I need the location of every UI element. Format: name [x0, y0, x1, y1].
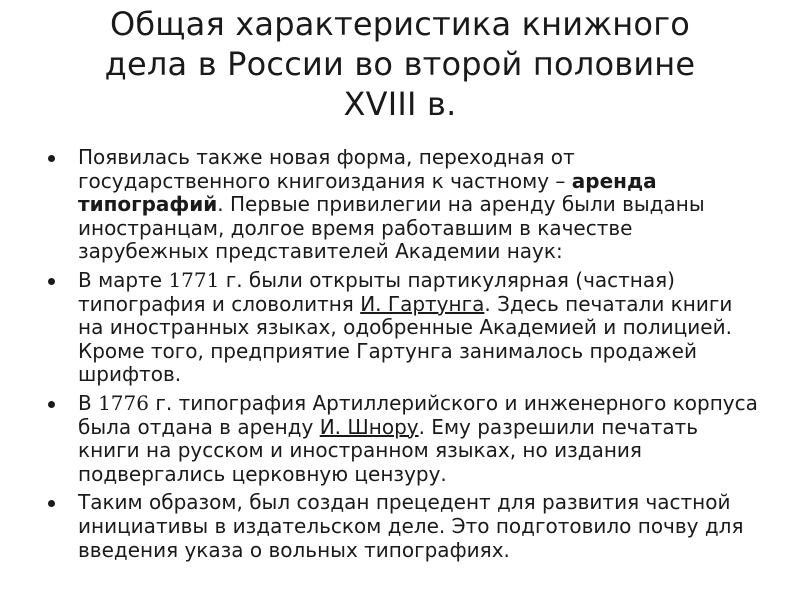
slide-title — [40, 4, 760, 124]
bullet-item-2 — [78, 269, 758, 387]
bullet-item-4 — [78, 491, 758, 562]
bullet-1-text-1: Появилась также новая форма, переходная от государственного книгоиздания к частному – — [78, 145, 575, 193]
bullet-3-text-2: г. типография Артиллерийского и инженерного корпуса была отдана в аренду — [78, 390, 758, 439]
bullet-3-text-3: . Ему разрешили печатать книги на русском и иностранном языках, но издания подвергались церковную цензуру. — [78, 414, 699, 486]
bullet-item-1 — [78, 146, 758, 264]
bullet-3-text-1: В — [78, 390, 99, 415]
bullet-3-link-shnor[interactable]: И. Шнору — [319, 414, 419, 439]
bullet-1-text-2: . Первые привилегии на аренду были выданы иностранцам, долгое время работавшим в качестве зарубежных представителей Академии наук: — [78, 192, 705, 264]
bullet-3-year: 1776 — [98, 390, 149, 415]
bullet-list — [78, 146, 758, 567]
bullet-2-year: 1771 — [168, 267, 220, 292]
bullet-item-3 — [78, 392, 758, 486]
bullet-4-text: Таким образом, был создан прецедент для развития частной инициативы в издательском деле. Это подготовило почву для введения указа о вольных типографиях. — [78, 490, 744, 562]
bullet-2-text-2: г. были открыты партикулярная (частная) типография и словолитня — [78, 267, 675, 316]
bullet-2-text-1: В марте — [78, 267, 169, 292]
bullet-2-text-3: . Здесь печатали книги на иностранных языках, одобренные Академией и полицией. Кроме того, предприятие Гартунга занималось продажей шрифтов. — [78, 291, 733, 387]
title-line-2: дела в России во второй половине — [104, 45, 696, 83]
bullet-1-bold-term: аренда типографий — [78, 168, 657, 217]
title-line-3: XVIII в. — [343, 85, 457, 123]
bullet-2-link-gartung[interactable]: И. Гартунга — [360, 291, 485, 316]
title-line-1: Общая характеристика книжного — [109, 5, 691, 43]
